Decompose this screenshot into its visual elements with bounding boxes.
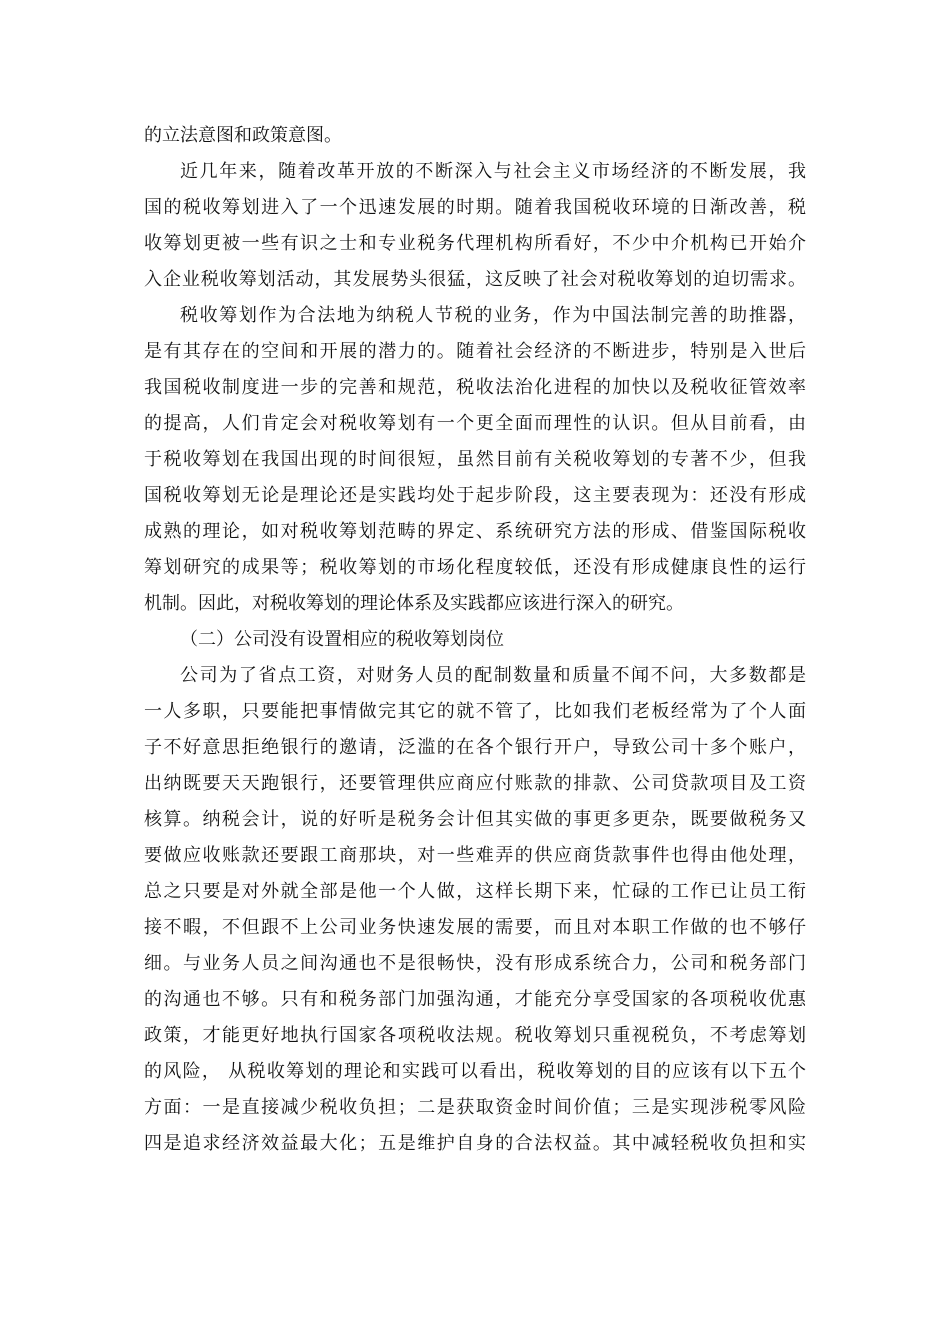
text-line: 收筹划更被一些有识之士和专业税务代理机构所看好，不少中介机构已开始介 [144, 233, 806, 254]
text-line: 四是追求经济效益最大化；五是维护自身的合法权益。其中减轻税收负担和实 [144, 1133, 806, 1154]
paragraph-start-line: 公司为了省点工资，对财务人员的配制数量和质量不闻不问，大多数都是 [180, 665, 806, 686]
text-line: 的立法意图和政策意图。 [144, 125, 342, 146]
text-line: 细。与业务人员之间沟通也不是很畅快，没有形成系统合力，公司和税务部门 [144, 953, 806, 974]
text-line: 接不暇，不但跟不上公司业务快速发展的需要，而且对本职工作做的也不够仔 [144, 917, 806, 938]
text-line: 的提高，人们肯定会对税收筹划有一个更全面而理性的认识。但从目前看，由 [144, 413, 806, 434]
text-line: 要做应收账款还要跟工商那块，对一些难弄的供应商货款事件也得由他处理， [144, 845, 806, 866]
text-line: 国的税收筹划进入了一个迅速发展的时期。随着我国税收环境的日渐改善，税 [144, 197, 806, 218]
text-line: 一人多职，只要能把事情做完其它的就不管了，比如我们老板经常为了个人面 [144, 701, 806, 722]
text-line: 是有其存在的空间和开展的潜力的。随着社会经济的不断进步，特别是入世后 [144, 341, 806, 362]
text-line: 总之只要是对外就全部是他一个人做，这样长期下来，忙碌的工作已让员工衔 [144, 881, 806, 902]
section-heading: （二）公司没有设置相应的税收筹划岗位 [180, 629, 504, 650]
text-line: 核算。纳税会计，说的好听是税务会计但其实做的事更多更杂，既要做税务又 [144, 809, 806, 830]
text-line: 出纳既要天天跑银行，还要管理供应商应付账款的排款、公司贷款项目及工资 [144, 773, 806, 794]
text-line: 入企业税收筹划活动，其发展势头很猛，这反映了社会对税收筹划的迫切需求。 [144, 269, 806, 290]
text-line: 子不好意思拒绝银行的邀请，泛滥的在各个银行开户，导致公司十多个账户， [144, 737, 806, 758]
text-line: 筹划研究的成果等；税收筹划的市场化程度较低，还没有形成健康良性的运行 [144, 557, 806, 578]
text-line: 国税收筹划无论是理论还是实践均处于起步阶段，这主要表现为：还没有形成 [144, 485, 806, 506]
text-line: 政策，才能更好地执行国家各项税收法规。税收筹划只重视税负，不考虑筹划 [144, 1025, 806, 1046]
paragraph-start-line: 税收筹划作为合法地为纳税人节税的业务，作为中国法制完善的助推器， [180, 305, 806, 326]
text-line: 的沟通也不够。只有和税务部门加强沟通，才能充分享受国家的各项税收优惠 [144, 989, 806, 1010]
text-line: 于税收筹划在我国出现的时间很短，虽然目前有关税收筹划的专著不少，但我 [144, 449, 806, 470]
text-line: 方面：一是直接减少税收负担；二是获取资金时间价值；三是实现涉税零风险 [144, 1097, 806, 1118]
text-line: 我国税收制度进一步的完善和规范，税收法治化进程的加快以及税收征管效率 [144, 377, 806, 398]
text-line: 成熟的理论，如对税收筹划范畴的界定、系统研究方法的形成、借鉴国际税收 [144, 521, 806, 542]
text-line: 的风险， 从税收筹划的理论和实践可以看出，税收筹划的目的应该有以下五个 [144, 1061, 806, 1082]
paragraph-start-line: 近几年来，随着改革开放的不断深入与社会主义市场经济的不断发展，我 [180, 161, 806, 182]
text-line: 机制。因此，对税收筹划的理论体系及实践都应该进行深入的研究。 [144, 593, 684, 614]
